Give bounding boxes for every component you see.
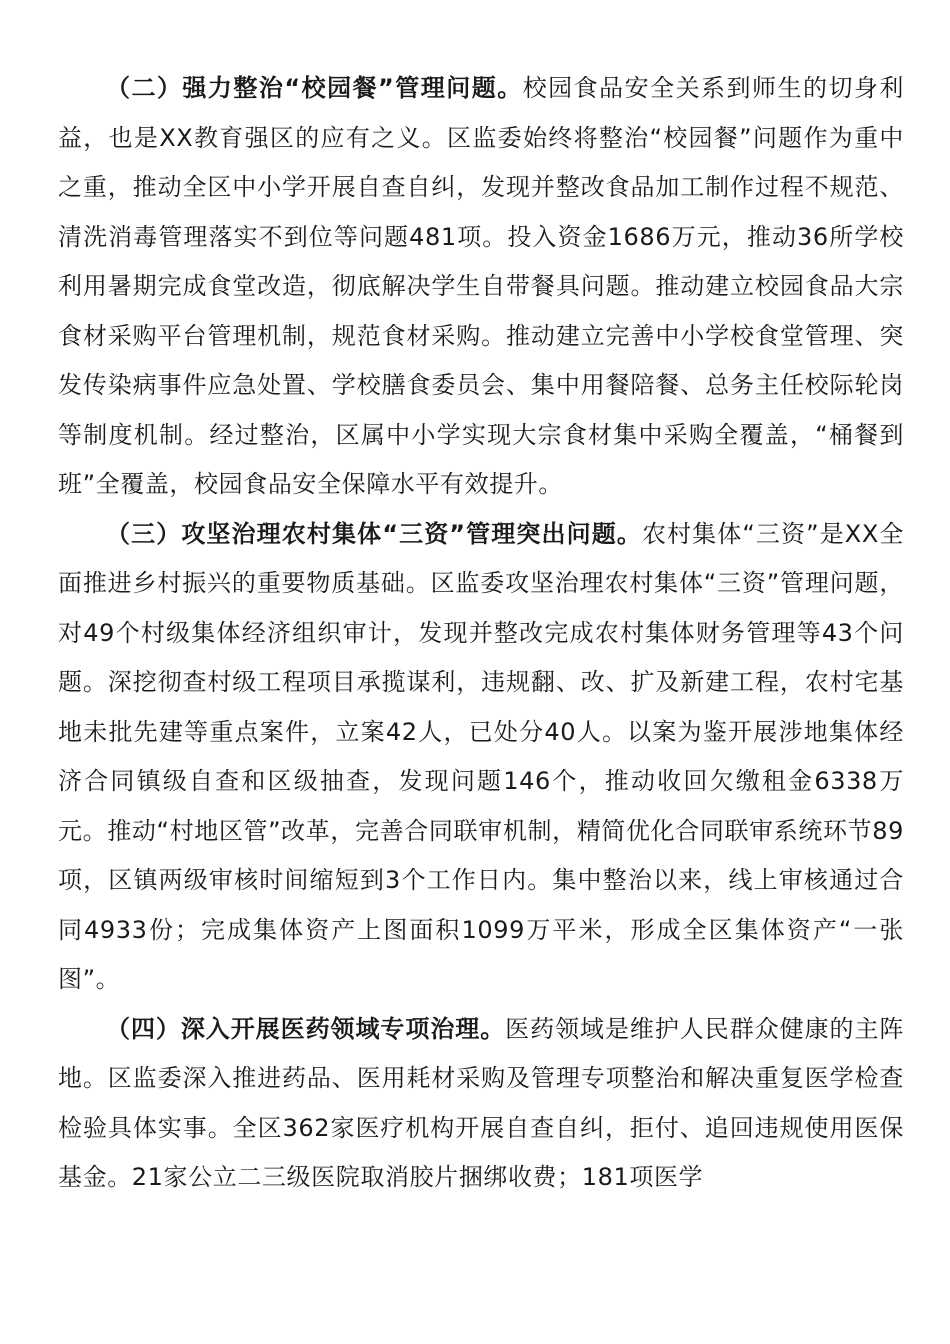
paragraph-body: 校园食品安全关系到师生的切身利益，也是XX教育强区的应有之义。区监委始终将整治“校园餐”问题作为重中之重，推动全区中小学开展自查自纠，发现并整改食品加工制作过程不规范、清洗消毒管理落实不到位等问题481项。投入资金1686万元，推动36所学校利用暑期完成食堂改造，彻底解决学生自带餐具问题。推动建立校园食品大宗食材采购平台管理机制，规范食材采购。推动建立完善中小学校食堂管理、突发传染病事件应急处置、学校膳食委员会、集中用餐陪餐、总务主任校际轮岗等制度机制。经过整治，区属中小学实现大宗食材集中采购全覆盖，“桶餐到班”全覆盖，校园食品安全保障水平有效提升。 bbox=[58, 74, 905, 498]
paragraph-rural-assets bbox=[58, 510, 904, 1005]
section-heading: （三）攻坚治理农村集体“三资”管理突出问题。 bbox=[106, 519, 642, 548]
paragraph-body: 农村集体“三资”是XX全面推进乡村振兴的重要物质基础。区监委攻坚治理农村集体“三资”管理问题，对49个村级集体经济组织审计，发现并整改完成农村集体财务管理等43个问题。深挖彻查村级工程项目承揽谋利，违规翻、改、扩及新建工程，农村宅基地未批先建等重点案件，立案42人，已处分40人。以案为鉴开展涉地集体经济合同镇级自查和区级抽查，发现问题146个，推动收回欠缴租金6338万元。推动“村地区管”改革，完善合同联审机制，精简优化合同联审系统环节89项，区镇两级审核时间缩短到3个工作日内。集中整治以来，线上审核通过合同4933份；完成集体资产上图面积1099万平米，形成全区集体资产“一张图”。 bbox=[58, 519, 904, 993]
paragraph-medical bbox=[58, 1005, 904, 1203]
paragraph-school-meals bbox=[58, 64, 904, 510]
paragraph-body: 医药领域是维护人民群众健康的主阵地。区监委深入推进药品、医用耗材采购及管理专项整治和解决重复医学检查检验具体实事。全区362家医疗机构开展自查自纠，拒付、追回违规使用医保基金。21家公立二三级医院取消胶片捆绑收费；181项医学 bbox=[58, 1014, 904, 1191]
section-heading: （四）深入开展医药领域专项治理。 bbox=[106, 1014, 506, 1043]
document-page bbox=[58, 64, 904, 1203]
section-heading: （二）强力整治“校园餐”管理问题。 bbox=[106, 74, 523, 102]
